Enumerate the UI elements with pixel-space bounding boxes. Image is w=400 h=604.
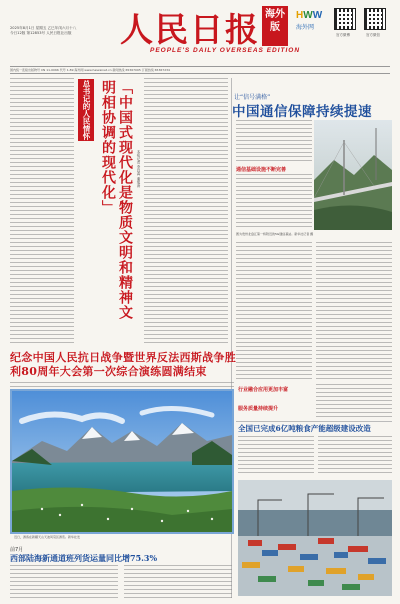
qr-code-weibo: [334, 8, 356, 30]
article-kicker: 让“信号满格”: [234, 94, 271, 101]
bridge-photo-caption: 图为贵州北盘江第一桥附近的5G通信基站。新华社记者 摄: [236, 232, 314, 236]
commentary-author: 本报记者 李昌禹 潘旭涛: [137, 150, 141, 188]
haiwainet-logo: HWW: [296, 10, 323, 21]
article-text-block: [316, 242, 392, 382]
bridge-photo: [314, 120, 392, 230]
port-photo: [238, 480, 392, 596]
article-text-block: [144, 78, 228, 346]
commentary-title: 「中国式现代化是物质文明和精神文明相协调的现代化」: [100, 80, 133, 320]
main-headline: 纪念中国人民抗日战争暨世界反法西斯战争胜利80周年大会第一次综合演练圆满结束: [10, 351, 236, 378]
article-headline: 中国通信保障持续提速: [232, 104, 372, 120]
port-illustration: [238, 480, 392, 596]
article-text-block: [318, 436, 392, 476]
issue-line: 今日12版 第12853号 人民日报社出版: [10, 31, 72, 35]
article-kicker: 前7月: [10, 547, 24, 553]
edition-badge: 海外版: [262, 6, 288, 46]
article-text-block: [316, 384, 392, 420]
article-text-block: [236, 120, 312, 164]
haiwainet-label: 海外网: [296, 24, 315, 31]
article-subhead: 通信基础设施不断完善: [236, 167, 287, 173]
section-divider: [236, 421, 392, 422]
english-title: PEOPLE'S DAILY OVERSEAS EDITION: [150, 47, 301, 54]
article-subhead: 行业融合应用更加丰富: [238, 387, 289, 393]
article-text-block: [236, 174, 312, 230]
qr-label-weibo: 官方微博: [336, 33, 350, 37]
column-badge: 总书记的人民情怀: [78, 79, 94, 141]
article-text-block: [10, 565, 118, 599]
article-text-block: [10, 382, 234, 387]
article-headline: 全国已完成6亿吨粮食产能超级建设改造: [238, 424, 371, 433]
masthead: [0, 0, 400, 64]
article-subhead: 服务质量持续提升: [238, 406, 279, 412]
article-text-block: [10, 78, 74, 346]
landscape-photo: [10, 389, 234, 534]
masthead-date-info: [10, 26, 110, 36]
newspaper-title: 人民日报: [120, 10, 260, 49]
article-text-block: [236, 242, 312, 382]
date-line: 2025年8月1日 星期五 乙巳年闰六月十八: [10, 26, 77, 30]
article-headline: 西部陆海新通道班列货运量同比增75.3%: [10, 553, 158, 563]
bridge-illustration: [314, 120, 392, 230]
publication-info-strip: 国内统一连续出版物号 CN 11-0066 代号 1-89 海外网 www.haiwainet.cn 新闻热线 65367095 订阅热线 65367234: [10, 66, 390, 74]
qr-label-wechat: 官方微信: [366, 33, 380, 37]
mountain-lake-illustration: [12, 391, 232, 532]
article-text-block: [238, 436, 314, 476]
qr-code-wechat: [364, 8, 386, 30]
landscape-photo-caption: 近日，游客在新疆天山天池风景区游览。新华社发: [14, 535, 81, 539]
article-text-block: [124, 565, 232, 599]
